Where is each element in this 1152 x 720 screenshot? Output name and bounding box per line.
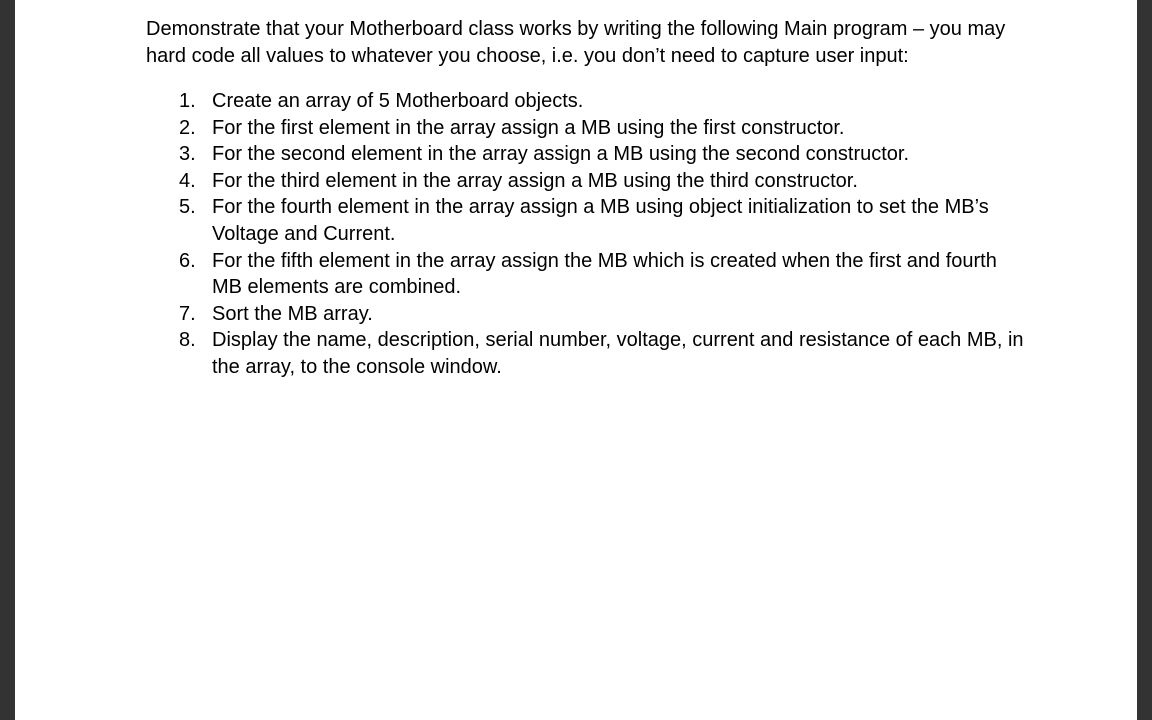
list-item <box>146 168 1026 195</box>
list-item-number: 2. <box>179 116 196 139</box>
list-item-text: Display the name, description, serial number, voltage, current and resistance of each MB, in the array, to the console window. <box>212 329 1024 378</box>
list-item-text: Sort the MB array. <box>212 302 373 325</box>
list-item <box>146 194 1026 247</box>
list-item-text: For the fourth element in the array assign a MB using object initialization to set the MB’s Voltage and Current. <box>212 196 989 245</box>
list-item-text: For the third element in the array assign a MB using the third constructor. <box>212 169 858 192</box>
list-item-text: For the fifth element in the array assign the MB which is created when the first and fourth MB elements are combined. <box>212 249 997 299</box>
list-item <box>146 141 1026 168</box>
list-item-number: 5. <box>179 196 196 219</box>
list-item-number: 4. <box>179 169 196 192</box>
document-page <box>15 0 1137 720</box>
intro-paragraph: Demonstrate that your Motherboard class works by writing the following Main program – you may hard code all values to whatever you choose, i.e. you don’t need to capture user input: <box>146 18 1006 67</box>
list-item <box>146 115 1026 142</box>
list-item-number: 7. <box>179 302 196 325</box>
list-item-number: 6. <box>179 249 196 272</box>
list-item-text: Create an array of 5 Motherboard objects. <box>212 90 584 112</box>
list-item <box>146 301 1026 328</box>
list-item <box>146 88 1026 115</box>
list-item-text: For the first element in the array assign a MB using the first constructor. <box>212 116 845 139</box>
list-item-text: For the second element in the array assign a MB using the second constructor. <box>212 143 910 166</box>
list-item <box>146 248 1026 301</box>
list-item-number: 8. <box>179 329 196 352</box>
list-item-number: 1. <box>179 90 196 112</box>
list-item <box>146 327 1026 380</box>
list-item-number: 3. <box>179 143 196 166</box>
steps-list <box>146 88 1026 381</box>
